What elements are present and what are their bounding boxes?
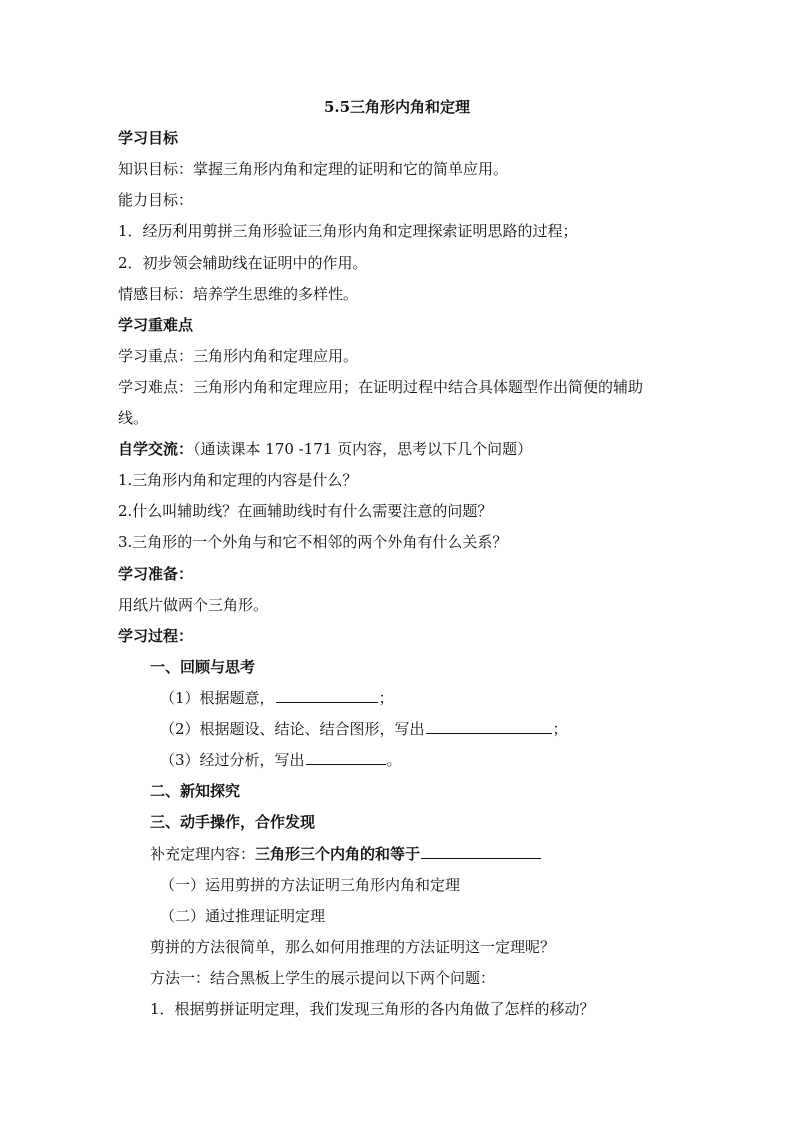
document-title: 5.5三角形内角和定理 bbox=[323, 98, 471, 116]
method-cut: （一）运用剪拼的方法证明三角形内角和定理 bbox=[160, 876, 461, 894]
review-heading: 一、回顾与思考 bbox=[150, 658, 256, 676]
explore-heading: 二、新知探究 bbox=[150, 782, 241, 800]
prep-text: 用纸片做两个三角形。 bbox=[118, 596, 269, 614]
review-1-suffix: ； bbox=[378, 689, 394, 707]
ability-heading: 能力目标： bbox=[118, 191, 194, 209]
knowledge-goal: 知识目标：掌握三角形内角和定理的证明和它的简单应用。 bbox=[118, 160, 509, 178]
review-item-1 bbox=[160, 688, 394, 708]
self-study-text: （通读课本 170 -171 页内容，思考以下几个问题） bbox=[193, 440, 533, 458]
question-2: 2.什么叫辅助线？在画辅助线时有什么需要注意的问题？ bbox=[118, 502, 493, 520]
review-2-suffix: ； bbox=[552, 720, 568, 738]
question-1: 1.三角形内角和定理的内容是什么？ bbox=[118, 471, 358, 489]
method-one-question-1: 1．根据剪拼证明定理，我们发现三角形的各内角做了怎样的移动？ bbox=[150, 1000, 595, 1018]
key-heading: 学习重难点 bbox=[118, 316, 194, 334]
self-study-label: 自学交流： bbox=[118, 440, 194, 458]
review-3-text: （3）经过分析，写出 bbox=[160, 751, 305, 769]
self-study bbox=[118, 439, 532, 459]
method-reason: （二）通过推理证明定理 bbox=[160, 907, 326, 925]
fill-blank[interactable] bbox=[276, 688, 378, 703]
fill-blank[interactable] bbox=[421, 844, 541, 859]
emotion-goal: 情感目标：培养学生思维的多样性。 bbox=[118, 285, 359, 303]
hands-on-heading: 三、动手操作，合作发现 bbox=[150, 813, 316, 831]
fill-blank[interactable] bbox=[306, 750, 386, 765]
key-point: 学习重点：三角形内角和定理应用。 bbox=[118, 347, 359, 365]
supplement-bold: 三角形三个内角的和等于 bbox=[255, 845, 421, 863]
ability-item-1: 1．经历利用剪拼三角形验证三角形内角和定理探索证明思路的过程； bbox=[118, 222, 578, 240]
review-1-text: （1）根据题意， bbox=[160, 689, 275, 707]
review-2-text: （2）根据题设、结论、结合图形，写出 bbox=[160, 720, 425, 738]
prep-heading: 学习准备： bbox=[118, 565, 194, 583]
review-item-2 bbox=[160, 719, 568, 739]
fill-blank[interactable] bbox=[426, 719, 552, 734]
process-heading: 学习过程： bbox=[118, 627, 194, 645]
question-3: 3.三角形的一个外角与和它不相邻的两个外角有什么关系？ bbox=[118, 533, 508, 551]
method-one: 方法一：结合黑板上学生的展示提问以下两个问题： bbox=[150, 969, 496, 987]
goals-heading: 学习目标 bbox=[118, 129, 179, 147]
ability-item-2: 2．初步领会辅助线在证明中的作用。 bbox=[118, 254, 368, 272]
difficult-point-cont: 线。 bbox=[118, 409, 149, 427]
difficult-point: 学习难点：三角形内角和定理应用；在证明过程中结合具体题型作出简便的辅助 bbox=[118, 378, 644, 396]
review-item-3 bbox=[160, 750, 402, 770]
reason-question: 剪拼的方法很简单，那么如何用推理的方法证明这一定理呢？ bbox=[150, 938, 556, 956]
supplement-prefix: 补充定理内容： bbox=[150, 845, 256, 863]
supplement-line bbox=[150, 844, 542, 864]
review-3-suffix: 。 bbox=[386, 751, 402, 769]
